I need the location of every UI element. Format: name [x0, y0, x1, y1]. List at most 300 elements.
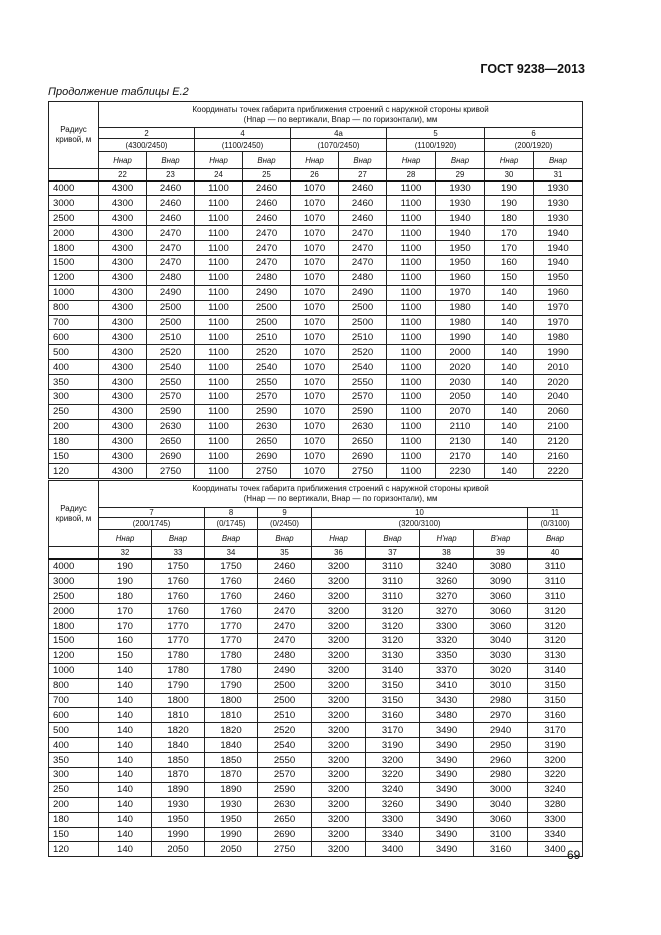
value-cell: 3200 — [312, 797, 366, 812]
column-number: 24 — [195, 169, 243, 181]
value-cell: 3200 — [312, 827, 366, 842]
value-cell: 2750 — [243, 464, 291, 479]
value-cell: 3200 — [312, 708, 366, 723]
radius-cell: 3000 — [49, 196, 99, 211]
value-cell: 4300 — [99, 196, 147, 211]
radius-cell: 700 — [49, 315, 99, 330]
value-cell: 1070 — [291, 211, 339, 226]
value-cell: 2980 — [474, 767, 528, 782]
value-cell: 140 — [99, 812, 152, 827]
value-cell: 3060 — [474, 812, 528, 827]
value-cell: 4300 — [99, 389, 147, 404]
value-cell: 1810 — [205, 708, 258, 723]
value-cell: 1780 — [152, 648, 205, 663]
column-symbol: Hнар — [387, 152, 436, 169]
value-cell: 1100 — [195, 375, 243, 390]
value-cell: 4300 — [99, 419, 147, 434]
group-size: (1070/2450) — [291, 139, 387, 152]
group-size: (1100/2450) — [195, 139, 291, 152]
value-cell: 3430 — [420, 693, 474, 708]
group-size: (3200/3100) — [312, 518, 528, 530]
value-cell: 2570 — [243, 389, 291, 404]
value-cell: 1100 — [387, 300, 436, 315]
value-cell: 3200 — [312, 678, 366, 693]
column-number: 29 — [436, 169, 485, 181]
value-cell: 3130 — [366, 648, 420, 663]
value-cell: 4300 — [99, 255, 147, 270]
value-cell: 2170 — [436, 449, 485, 464]
value-cell: 2540 — [147, 360, 195, 375]
value-cell: 1100 — [195, 330, 243, 345]
column-number: 23 — [147, 169, 195, 181]
value-cell: 2460 — [339, 196, 387, 211]
value-cell: 1780 — [205, 663, 258, 678]
value-cell: 2630 — [339, 419, 387, 434]
group-size: (4300/2450) — [99, 139, 195, 152]
column-number: 37 — [366, 547, 420, 559]
value-cell: 2160 — [534, 449, 583, 464]
value-cell: 3120 — [528, 633, 583, 648]
value-cell: 1940 — [436, 226, 485, 241]
column-symbol: Hнар — [312, 530, 366, 547]
value-cell: 1940 — [534, 241, 583, 256]
value-cell: 4300 — [99, 464, 147, 479]
value-cell: 2470 — [243, 226, 291, 241]
value-cell: 3200 — [312, 767, 366, 782]
value-cell: 3490 — [420, 782, 474, 797]
value-cell: 2460 — [339, 181, 387, 196]
value-cell: 1100 — [195, 300, 243, 315]
table-row — [49, 708, 583, 723]
table-row — [49, 404, 583, 419]
table-row — [49, 753, 583, 768]
column-number: 27 — [339, 169, 387, 181]
column-symbol: Bнар — [339, 152, 387, 169]
value-cell: 3080 — [474, 559, 528, 574]
column-number: 33 — [152, 547, 205, 559]
value-cell: 2460 — [147, 211, 195, 226]
value-cell: 1070 — [291, 181, 339, 196]
value-cell: 1990 — [205, 827, 258, 842]
value-cell: 2010 — [534, 360, 583, 375]
radius-cell: 2000 — [49, 226, 99, 241]
column-symbol: Hнар — [485, 152, 534, 169]
value-cell: 1930 — [436, 196, 485, 211]
value-cell: 2690 — [243, 449, 291, 464]
value-cell: 2000 — [436, 345, 485, 360]
value-cell: 1100 — [195, 434, 243, 449]
value-cell: 2470 — [339, 255, 387, 270]
value-cell: 3240 — [420, 559, 474, 574]
value-cell: 140 — [99, 663, 152, 678]
value-cell: 2470 — [339, 226, 387, 241]
radius-cell: 300 — [49, 389, 99, 404]
column-symbol: Bнар — [152, 530, 205, 547]
value-cell: 2470 — [339, 241, 387, 256]
value-cell: 3200 — [312, 738, 366, 753]
value-cell: 3200 — [312, 723, 366, 738]
value-cell: 3030 — [474, 648, 528, 663]
group-header: 10 — [312, 508, 528, 518]
value-cell: 2460 — [147, 196, 195, 211]
table-row — [49, 181, 583, 196]
value-cell: 2050 — [436, 389, 485, 404]
value-cell: 2480 — [339, 270, 387, 285]
column-symbol: Bнар — [243, 152, 291, 169]
table-row — [49, 693, 583, 708]
value-cell: 2690 — [339, 449, 387, 464]
value-cell: 1100 — [387, 389, 436, 404]
value-cell: 190 — [485, 181, 534, 196]
value-cell: 2500 — [147, 315, 195, 330]
value-cell: 2650 — [339, 434, 387, 449]
value-cell: 1070 — [291, 285, 339, 300]
table-row — [49, 842, 583, 857]
value-cell: 1760 — [152, 604, 205, 619]
value-cell: 2490 — [147, 285, 195, 300]
value-cell: 1100 — [387, 345, 436, 360]
value-cell: 4300 — [99, 315, 147, 330]
value-cell: 3200 — [312, 648, 366, 663]
value-cell: 1940 — [436, 211, 485, 226]
value-cell: 140 — [485, 330, 534, 345]
value-cell: 3490 — [420, 767, 474, 782]
value-cell: 2750 — [339, 464, 387, 479]
value-cell: 3020 — [474, 663, 528, 678]
value-cell: 160 — [485, 255, 534, 270]
value-cell: 2520 — [147, 345, 195, 360]
value-cell: 1100 — [387, 226, 436, 241]
column-number: 40 — [528, 547, 583, 559]
radius-cell: 4000 — [49, 559, 99, 574]
value-cell: 1770 — [152, 619, 205, 634]
value-cell: 140 — [99, 678, 152, 693]
table-row — [49, 663, 583, 678]
value-cell: 2470 — [243, 255, 291, 270]
value-cell: 2490 — [339, 285, 387, 300]
value-cell: 2500 — [339, 315, 387, 330]
value-cell: 3490 — [420, 842, 474, 857]
value-cell: 140 — [485, 434, 534, 449]
radius-cell: 200 — [49, 797, 99, 812]
value-cell: 1100 — [387, 181, 436, 196]
column-number: 36 — [312, 547, 366, 559]
column-number: 22 — [99, 169, 147, 181]
value-cell: 1070 — [291, 226, 339, 241]
value-cell: 1890 — [205, 782, 258, 797]
column-symbol: Hнар — [291, 152, 339, 169]
value-cell: 3200 — [528, 753, 583, 768]
group-header: 6 — [485, 128, 583, 139]
value-cell: 2540 — [339, 360, 387, 375]
table-row — [49, 812, 583, 827]
value-cell: 1100 — [387, 419, 436, 434]
value-cell: 4300 — [99, 181, 147, 196]
value-cell: 140 — [485, 300, 534, 315]
value-cell: 3200 — [312, 663, 366, 678]
value-cell: 1100 — [195, 211, 243, 226]
value-cell: 4300 — [99, 375, 147, 390]
value-cell: 2130 — [436, 434, 485, 449]
value-cell: 3120 — [528, 604, 583, 619]
value-cell: 3150 — [366, 693, 420, 708]
column-number: 26 — [291, 169, 339, 181]
table-row — [49, 330, 583, 345]
value-cell: 1930 — [205, 797, 258, 812]
value-cell: 3100 — [474, 827, 528, 842]
value-cell: 1070 — [291, 419, 339, 434]
value-cell: 140 — [99, 753, 152, 768]
value-cell: 2500 — [258, 678, 312, 693]
value-cell: 1990 — [436, 330, 485, 345]
value-cell: 3200 — [312, 812, 366, 827]
table-row — [49, 449, 583, 464]
value-cell: 1800 — [152, 693, 205, 708]
value-cell: 3060 — [474, 589, 528, 604]
value-cell: 2950 — [474, 738, 528, 753]
value-cell: 2020 — [534, 375, 583, 390]
column-symbol: Bнар — [534, 152, 583, 169]
table-part-1 — [48, 101, 583, 479]
value-cell: 1070 — [291, 434, 339, 449]
value-cell: 1790 — [152, 678, 205, 693]
value-cell: 1790 — [205, 678, 258, 693]
value-cell: 1100 — [387, 315, 436, 330]
value-cell: 1070 — [291, 315, 339, 330]
value-cell: 2490 — [258, 663, 312, 678]
value-cell: 1100 — [195, 419, 243, 434]
table-title-2-line2: (Ннар — по вертикали, Внар — по горизонтали), мм — [243, 494, 438, 503]
value-cell: 190 — [485, 196, 534, 211]
value-cell: 3260 — [420, 574, 474, 589]
value-cell: 3490 — [420, 812, 474, 827]
value-cell: 3220 — [528, 767, 583, 782]
table-row — [49, 797, 583, 812]
value-cell: 3340 — [366, 827, 420, 842]
value-cell: 1070 — [291, 255, 339, 270]
value-cell: 2970 — [474, 708, 528, 723]
column-number: 34 — [205, 547, 258, 559]
value-cell: 170 — [485, 226, 534, 241]
value-cell: 170 — [99, 604, 152, 619]
table-title-2 — [99, 481, 583, 508]
value-cell: 2940 — [474, 723, 528, 738]
value-cell: 3400 — [366, 842, 420, 857]
value-cell: 3110 — [366, 574, 420, 589]
value-cell: 2460 — [258, 574, 312, 589]
value-cell: 2690 — [147, 449, 195, 464]
value-cell: 140 — [99, 827, 152, 842]
value-cell: 3090 — [474, 574, 528, 589]
value-cell: 2110 — [436, 419, 485, 434]
value-cell: 2520 — [243, 345, 291, 360]
value-cell: 1930 — [534, 181, 583, 196]
column-symbol: B'нар — [474, 530, 528, 547]
value-cell: 2060 — [534, 404, 583, 419]
value-cell: 3200 — [312, 633, 366, 648]
value-cell: 1990 — [534, 345, 583, 360]
value-cell: 1100 — [195, 360, 243, 375]
value-cell: 2650 — [243, 434, 291, 449]
value-cell: 1070 — [291, 375, 339, 390]
value-cell: 1100 — [387, 330, 436, 345]
value-cell: 2550 — [147, 375, 195, 390]
value-cell: 3170 — [366, 723, 420, 738]
value-cell: 190 — [99, 559, 152, 574]
group-header: 9 — [258, 508, 312, 518]
value-cell: 140 — [485, 345, 534, 360]
value-cell: 1100 — [387, 449, 436, 464]
radius-cell: 1200 — [49, 270, 99, 285]
value-cell: 1770 — [205, 633, 258, 648]
value-cell: 150 — [99, 648, 152, 663]
radius-header-2: Радиус кривой, м — [49, 481, 99, 547]
value-cell: 1850 — [205, 753, 258, 768]
group-header: 4а — [291, 128, 387, 139]
value-cell: 2050 — [205, 842, 258, 857]
value-cell: 3200 — [312, 574, 366, 589]
value-cell: 1870 — [205, 767, 258, 782]
value-cell: 1070 — [291, 360, 339, 375]
value-cell: 3200 — [312, 619, 366, 634]
value-cell: 2630 — [147, 419, 195, 434]
value-cell: 1100 — [195, 285, 243, 300]
value-cell: 4300 — [99, 241, 147, 256]
value-cell: 2960 — [474, 753, 528, 768]
value-cell: 150 — [485, 270, 534, 285]
value-cell: 2590 — [258, 782, 312, 797]
column-number: 30 — [485, 169, 534, 181]
column-number: 38 — [420, 547, 474, 559]
value-cell: 1070 — [291, 345, 339, 360]
value-cell: 140 — [485, 375, 534, 390]
value-cell: 3160 — [366, 708, 420, 723]
value-cell: 1820 — [152, 723, 205, 738]
value-cell: 1980 — [534, 330, 583, 345]
column-number: 32 — [99, 547, 152, 559]
value-cell: 3120 — [366, 604, 420, 619]
value-cell: 1750 — [152, 559, 205, 574]
radius-cell: 120 — [49, 842, 99, 857]
table-title-line2: (Нпар — по вертикали, Впар — по горизонтали), мм — [243, 114, 438, 124]
table-row — [49, 589, 583, 604]
value-cell: 3110 — [366, 559, 420, 574]
value-cell: 140 — [485, 464, 534, 479]
value-cell: 2470 — [258, 633, 312, 648]
value-cell: 1100 — [387, 270, 436, 285]
value-cell: 1100 — [195, 404, 243, 419]
value-cell: 1990 — [152, 827, 205, 842]
value-cell: 1100 — [195, 255, 243, 270]
value-cell: 1970 — [436, 285, 485, 300]
value-cell: 3000 — [474, 782, 528, 797]
value-cell: 3060 — [474, 604, 528, 619]
value-cell: 2490 — [243, 285, 291, 300]
value-cell: 2500 — [258, 693, 312, 708]
value-cell: 2470 — [147, 241, 195, 256]
radius-cell: 300 — [49, 767, 99, 782]
value-cell: 1820 — [205, 723, 258, 738]
value-cell: 1070 — [291, 464, 339, 479]
value-cell: 1940 — [534, 226, 583, 241]
value-cell: 1760 — [152, 589, 205, 604]
value-cell: 2470 — [243, 241, 291, 256]
value-cell: 3150 — [366, 678, 420, 693]
radius-cell: 600 — [49, 330, 99, 345]
value-cell: 1070 — [291, 389, 339, 404]
value-cell: 1100 — [387, 285, 436, 300]
value-cell: 2690 — [258, 827, 312, 842]
table-row — [49, 285, 583, 300]
value-cell: 3140 — [528, 663, 583, 678]
value-cell: 1950 — [436, 241, 485, 256]
value-cell: 3190 — [366, 738, 420, 753]
value-cell: 2100 — [534, 419, 583, 434]
table-row — [49, 315, 583, 330]
group-size: (1100/1920) — [387, 139, 485, 152]
value-cell: 2750 — [147, 464, 195, 479]
value-cell: 1980 — [436, 315, 485, 330]
radius-cell: 350 — [49, 375, 99, 390]
value-cell: 2550 — [258, 753, 312, 768]
value-cell: 170 — [485, 241, 534, 256]
radius-cell: 350 — [49, 753, 99, 768]
value-cell: 1070 — [291, 241, 339, 256]
value-cell: 4300 — [99, 330, 147, 345]
value-cell: 140 — [485, 315, 534, 330]
value-cell: 2570 — [339, 389, 387, 404]
value-cell: 2470 — [258, 604, 312, 619]
value-cell: 1840 — [205, 738, 258, 753]
value-cell: 3200 — [312, 782, 366, 797]
value-cell: 1100 — [387, 211, 436, 226]
value-cell: 2550 — [339, 375, 387, 390]
value-cell: 140 — [485, 449, 534, 464]
radius-cell: 1800 — [49, 619, 99, 634]
table-row — [49, 633, 583, 648]
radius-cell: 150 — [49, 827, 99, 842]
column-number: 39 — [474, 547, 528, 559]
value-cell: 3120 — [366, 633, 420, 648]
value-cell: 2050 — [152, 842, 205, 857]
value-cell: 1100 — [387, 360, 436, 375]
value-cell: 140 — [485, 360, 534, 375]
value-cell: 2040 — [534, 389, 583, 404]
value-cell: 1100 — [387, 434, 436, 449]
value-cell: 1100 — [387, 241, 436, 256]
value-cell: 1930 — [152, 797, 205, 812]
value-cell: 3110 — [528, 559, 583, 574]
table-row — [49, 226, 583, 241]
value-cell: 2750 — [258, 842, 312, 857]
value-cell: 1760 — [205, 604, 258, 619]
value-cell: 2520 — [339, 345, 387, 360]
table-title-line1: Координаты точек габарита приближения строений с наружной стороны кривой — [192, 104, 489, 114]
radius-cell: 4000 — [49, 181, 99, 196]
value-cell: 4300 — [99, 404, 147, 419]
value-cell: 3320 — [420, 633, 474, 648]
table-row — [49, 375, 583, 390]
value-cell: 1100 — [387, 255, 436, 270]
table-row — [49, 574, 583, 589]
group-header: 5 — [387, 128, 485, 139]
value-cell: 1070 — [291, 449, 339, 464]
value-cell: 140 — [99, 708, 152, 723]
table-caption: Продолжение таблицы Е.2 — [48, 86, 189, 98]
value-cell: 1750 — [205, 559, 258, 574]
value-cell: 3350 — [420, 648, 474, 663]
value-cell: 2470 — [258, 619, 312, 634]
